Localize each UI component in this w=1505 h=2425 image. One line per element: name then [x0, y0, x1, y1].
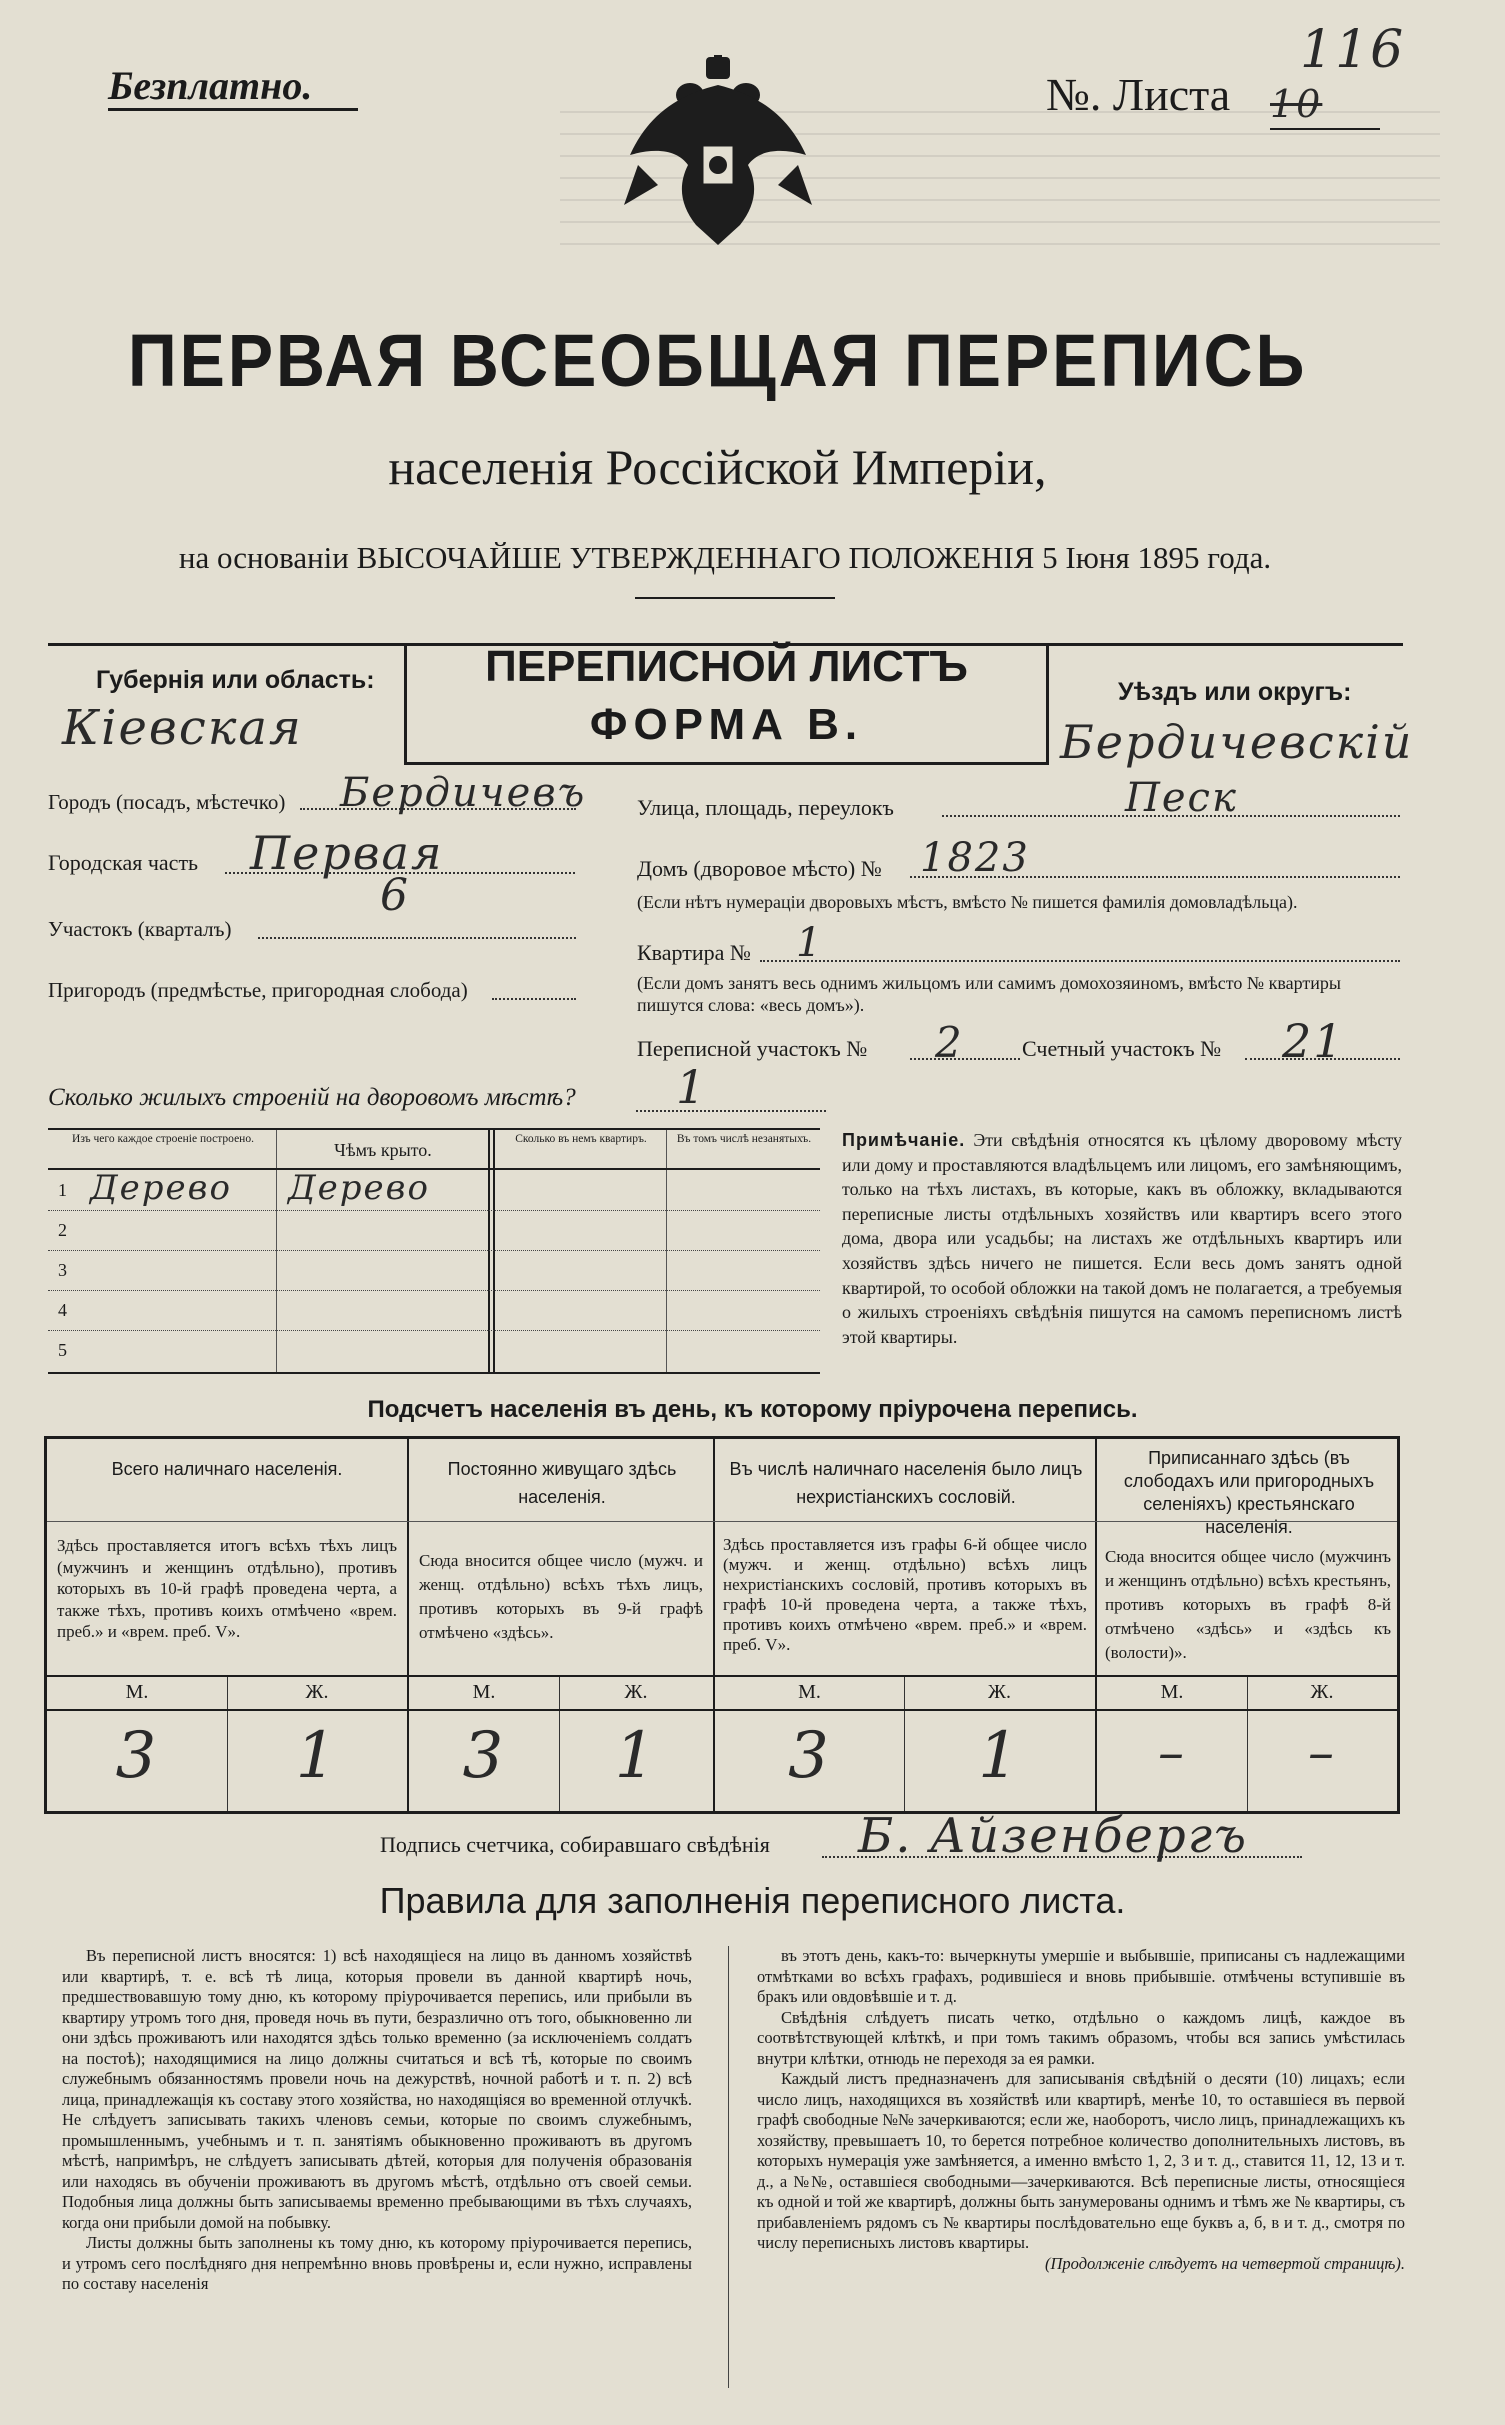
buildings-header-roof: Чѣмъ крыто. — [334, 1140, 432, 1160]
signature-value: Б. Айзенбергъ — [858, 1808, 1248, 1864]
house-value: 1823 — [920, 835, 1030, 881]
sheet-number-value: 116 — [1300, 20, 1406, 80]
apartment-label: Квартира № — [637, 940, 751, 965]
buildings-value: 1 — [676, 1060, 708, 1114]
page-subtitle: населенія Россійской Имперіи, — [388, 439, 1047, 495]
col1-f-value: 1 — [295, 1719, 339, 1793]
col3-f-value: 1 — [978, 1719, 1021, 1793]
form-label: ФОРМА В. — [589, 700, 864, 749]
col1-m-label: М. — [125, 1681, 149, 1703]
gubernia-value: Кіевская — [62, 700, 303, 756]
buildings-row-3 — [48, 1250, 820, 1291]
town-value: Бердичевъ — [340, 770, 587, 816]
col1-m-value: 3 — [115, 1719, 159, 1793]
col4-f-value: – — [1308, 1723, 1336, 1783]
population-col2-desc: Сюда вносится общее число (мужч. и женщ. отдѣльно) всѣхъ тѣхъ лицъ, противъ которыхъ въ 9-й графѣ отмѣчено «здѣсь». — [419, 1551, 703, 1642]
city-part-label: Городская часть — [48, 850, 199, 875]
apartment-note: (Если домъ занятъ весь однимъ жильцомъ или самимъ домохозяиномъ, вмѣсто № квартиры пишутся слова: «весь домъ»). — [637, 973, 1341, 1015]
census-section-value: 2 — [935, 1018, 964, 1067]
city-part-value: Первая — [250, 826, 444, 880]
population-title: Подсчетъ населенія въ день, къ которому пріурочена перепись. — [367, 1396, 1138, 1423]
uezd-value: Бердичевскій — [1060, 715, 1414, 769]
street-value: Песк — [1125, 775, 1238, 821]
page-title: ПЕРВАЯ ВСЕОБЩАЯ ПЕРЕПИСЬ — [127, 319, 1308, 402]
district-value: 6 — [380, 870, 410, 921]
rules-right-paragraph-2: Свѣдѣнія слѣдуетъ писать четко, отдѣльно о каждомъ лицѣ, каждое въ соотвѣтствующей клѣткѣ, и при томъ такимъ образомъ, чтобы вся запись умѣстилась внутри клѣтки, отнюдь не переходя за ея рамки. — [757, 2007, 1405, 2068]
row-number: 1 — [58, 1180, 67, 1200]
rules-title: Правила для заполненія переписного листа. — [379, 1880, 1126, 1921]
census-section-label: Переписной участокъ № — [637, 1036, 868, 1061]
buildings-row-1 — [48, 1170, 820, 1211]
rules-continued: (Продолженіе слѣдуетъ на четвертой страницѣ). — [1045, 2253, 1405, 2273]
sheet-number-struck: 10 — [1270, 82, 1323, 126]
population-col1-desc: Здѣсь проставляется итогъ всѣхъ тѣхъ лицъ (мужчинъ и женщинъ отдѣльно), противъ которыхъ въ 10-й графѣ проведена черта, а также тѣхъ, противъ коихъ отмѣчено «врем. преб.» и «врем. преб. V». — [57, 1536, 397, 1641]
rules-right-paragraph-1: въ этотъ день, какъ-то: вычеркнуты умершіе и выбывшіе, приписаны съ надлежащими отмѣтками во всѣхъ графахъ, родившіеся и вновь прибывшіе. отмѣчены вступившіе въ бракъ или овдовѣвшіе и т. д. — [757, 1946, 1405, 2006]
form-title: ПЕРЕПИСНОЙ ЛИСТЪ — [485, 642, 968, 691]
buildings-table — [48, 1128, 820, 1374]
town-label: Городъ (посадъ, мѣстечко) — [48, 790, 286, 814]
row-material: Дерево — [90, 1168, 232, 1208]
population-col1-header: Всего наличнаго населенія. — [111, 1459, 343, 1479]
apartment-value: 1 — [796, 920, 824, 966]
buildings-header-apartments: Сколько въ немъ квартиръ. — [515, 1133, 647, 1145]
row-roof: Дерево — [288, 1168, 430, 1208]
rules-left-paragraph-1: Въ переписной листъ вносятся: 1) всѣ находящіеся на лицо въ данномъ хозяйствѣ или квартирѣ, т. е. всѣ тѣ лица, которыя провели въ данной квартирѣ ночь, предшествовавшую тому дню, къ которому пріурочивается перепись, или прибыли въ квартиру утромъ того дня, проведя ночь въ пути, безразлично отъ того, обыкновенно ли они здѣсь проживаютъ или находятся здѣсь только временно (за исключеніемъ солдатъ на постоѣ); находящимися на лицо должны считаться и всѣ тѣ, которые по своимъ служебнымъ обязанностямъ провели ночь на дежурствѣ, ночной работѣ и т. п. 2) всѣ лица, принадлежащія къ составу этого хозяйства, но находящіяся во временной отлучкѣ. Не слѣдуетъ записывать такихъ членовъ семьи, которые по своимъ служебнымъ, промышленнымъ, учебнымъ и т. п. занятіямъ обыкновенно проживаютъ въ другомъ мѣстѣ, напримѣръ, не слѣдуетъ записывать дѣтей, которыя для полученія образованія или находясь въ обученіи проживаютъ въ другомъ мѣстѣ, отдѣльно отъ своей семьи. Подобныя лица должны быть записываемы временно пребывающими въ тѣхъ случаяхъ, когда они прибыли домой на побывку. — [62, 1946, 692, 2232]
rules-right-paragraph-3: Каждый листъ предназначенъ для записыванія свѣдѣній о десяти (10) лицахъ; если число лицъ, находящихся въ хозяйствѣ или квартирѣ, менѣе 10, то оставшіеся въ первой графѣ свободные №№ зачеркиваются; если же, наоборотъ, число лицъ, принадлежащихъ къ хозяйству, превышаетъ 10, то берется потребное количество дополнительныхъ листовъ, въ которыхъ нумерація уже замѣняется, а именно вмѣсто 1, 2, 3 и т. д., ставится 11, 12, 13 и т. д., а №№, оставшіеся свободными—зачеркиваются. Всѣ переписные листы, относящіеся къ одной и той же квартирѣ, должны быть занумерованы однимъ и тѣмъ же № квартиры, съ прибавленіемъ рядомъ съ № квартиры послѣдовательно еще буквъ а, б, в и т. д., смотря по числу переписныхъ листовъ квартиры. — [757, 2069, 1406, 2252]
col1-f-label: Ж. — [305, 1681, 329, 1703]
col4-f-label: Ж. — [1310, 1681, 1334, 1703]
double-headed-eagle-emblem — [618, 55, 818, 255]
population-col3-desc: Здѣсь проставляется изъ графы 6-й общее число (мужч. и женщ. отдѣльно) всѣхъ лицъ нехристіанскихъ сословій, противъ которыхъ въ графѣ 10-й проведена черта, а также тѣхъ, противъ коихъ отмѣчено «врем. преб.» и «врем. преб. V». — [723, 1535, 1087, 1654]
buildings-row-5 — [48, 1330, 820, 1370]
population-table — [44, 1436, 1400, 1814]
col2-f-label: Ж. — [624, 1681, 648, 1703]
note-block — [842, 1128, 1402, 1349]
col2-m-value: 3 — [462, 1719, 506, 1793]
rules-left-column — [62, 1946, 692, 2295]
count-section-value: 21 — [1282, 1014, 1345, 1068]
free-label: Безплатно. — [108, 63, 313, 108]
signature-label: Подпись счетчика, собиравшаго свѣдѣнія — [380, 1832, 770, 1857]
uezd-label: Уѣздъ или округъ: — [1118, 678, 1352, 706]
house-note: (Если нѣтъ нумераціи дворовыхъ мѣстъ, вмѣсто № пишется фамилія домовладѣльца). — [637, 892, 1298, 912]
col4-m-value: – — [1158, 1723, 1186, 1783]
suburb-label: Пригородъ (предмѣстье, пригородная слобода) — [48, 978, 468, 1002]
population-col2-header: Постоянно живущаго здѣсь населенія. — [447, 1459, 677, 1507]
sheet-number-label: №. Листа — [1046, 69, 1231, 120]
col4-m-label: М. — [1160, 1681, 1184, 1703]
population-col4-desc: Сюда вносится общее число (мужчинъ и женщинъ отдѣльно) всѣхъ крестьянъ, противъ которыхъ въ графѣ 8-й отмѣчено «здѣсь» и «здѣсь къ (волости)». — [1105, 1547, 1391, 1662]
row-number: 2 — [58, 1220, 67, 1240]
population-col4-header: Приписаннаго здѣсь (въ слободахъ или пригородныхъ селеніяхъ) крестьянскаго населенія. — [1123, 1448, 1375, 1537]
buildings-header-vacant: Въ томъ числѣ незанятыхъ. — [676, 1133, 812, 1145]
count-section-label: Счетный участокъ № — [1022, 1036, 1222, 1061]
house-label: Домъ (дворовое мѣсто) № — [637, 856, 882, 881]
rules-right-column — [757, 1946, 1405, 2274]
population-col3-header: Въ числѣ наличнаго населенія было лицъ нехристіанскихъ сословій. — [729, 1459, 1083, 1507]
district-label: Участокъ (кварталъ) — [48, 917, 232, 941]
gubernia-label: Губернія или область: — [96, 666, 375, 694]
row-number: 4 — [58, 1300, 67, 1320]
col3-m-label: М. — [798, 1681, 821, 1703]
note-title: Примѣчаніе. — [842, 1130, 966, 1150]
legal-basis: на основаніи ВЫСОЧАЙШЕ УТВЕРЖДЕННАГО ПОЛОЖЕНІЯ 5 Іюня 1895 года. — [178, 540, 1272, 575]
buildings-header-material: Изъ чего каждое строеніе построено. — [72, 1133, 254, 1145]
buildings-question: Сколько жилыхъ строеній на дворовомъ мѣстѣ? — [48, 1084, 576, 1111]
row-number: 5 — [58, 1340, 67, 1360]
buildings-row-4 — [48, 1290, 820, 1331]
col2-f-value: 1 — [614, 1719, 658, 1793]
note-text: Эти свѣдѣнія относятся къ цѣлому дворовому мѣсту или дому и проставляются владѣльцемъ или лицомъ, его замѣняющимъ, только на тѣхъ листахъ, въ которые, какъ въ обложку, вкладываются переписные листы отдѣльныхъ хозяйствъ или квартиръ всего этого дома, двора или усадьбы; на листахъ же отдѣльныхъ квартиръ или хозяйствъ здѣсь ничего не пишется. Если весь домъ занятъ одной квартирой, то особой обложки на такой домъ не полагается, а требуемыя о жилыхъ строеніяхъ свѣдѣнія пишутся на самомъ переписномъ листѣ этой квартиры. — [842, 1130, 1402, 1347]
row-number: 3 — [58, 1260, 67, 1280]
buildings-row-2 — [48, 1210, 820, 1251]
rules-left-paragraph-2: Листы должны быть заполнены къ тому дню, къ которому пріурочивается перепись, и утромъ сего послѣдняго дня непремѣнно вновь провѣрены и, если нужно, исправлены по составу населенія — [62, 2233, 692, 2293]
street-label: Улица, площадь, переулокъ — [637, 795, 894, 820]
col3-f-label: Ж. — [988, 1681, 1011, 1703]
col3-m-value: 3 — [788, 1719, 831, 1793]
col2-m-label: М. — [472, 1681, 496, 1703]
